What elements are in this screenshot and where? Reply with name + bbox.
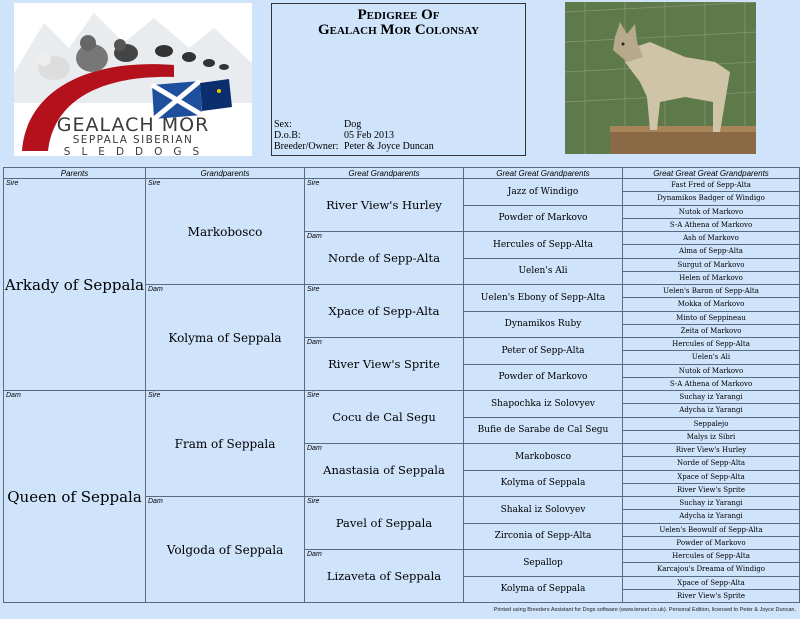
- gg-grandparent-name: Sepallop: [523, 557, 563, 568]
- ggg-grandparent-name: Hercules of Sepp-Alta: [672, 552, 750, 561]
- ggg-grandparent-cell: [623, 430, 800, 443]
- ggg-grandparent-cell: [623, 510, 800, 523]
- great-grandparent-cell: [305, 391, 464, 444]
- gg-grandparent-name: Uelen's Ali: [518, 266, 568, 277]
- gg-grandparent-name: Dynamikos Ruby: [504, 319, 582, 330]
- ggg-grandparent-name: Surgut of Markovo: [677, 260, 745, 269]
- sex-label: Sex:: [274, 119, 292, 130]
- ggg-grandparent-name: Malys iz Sibri: [686, 432, 736, 441]
- grandparent-cell: [146, 179, 305, 285]
- ggg-grandparent-name: River View's Sprite: [676, 485, 746, 494]
- ggg-grandparent-cell: [623, 179, 800, 192]
- ggg-grandparent-name: Uelen's Baron of Sepp-Alta: [663, 287, 759, 296]
- dam-tag: Dam: [6, 392, 21, 399]
- ggg-grandparent-cell: [623, 391, 800, 404]
- ggg-grandparent-cell: [623, 351, 800, 364]
- great-grandparent-cell: [305, 338, 464, 391]
- grandparent-cell: [146, 497, 305, 603]
- sire-tag: Sire: [307, 498, 320, 505]
- ggg-grandparent-cell: [623, 232, 800, 245]
- gg-grandparent-name: Jazz of Windigo: [507, 186, 579, 197]
- sire-tag: Sire: [307, 286, 320, 293]
- ggg-grandparent-cell: [623, 324, 800, 337]
- sire-tag: Sire: [6, 180, 19, 187]
- sire-tag: Sire: [307, 392, 320, 399]
- grandparent-cell: [146, 391, 305, 497]
- gg-grandparent-name: Hercules of Sepp-Alta: [492, 239, 594, 250]
- sex-row: [274, 119, 361, 130]
- grandparent-name: Kolyma of Seppala: [168, 330, 282, 345]
- great-grandparent-name: Pavel of Seppala: [335, 516, 433, 530]
- gg-grandparent-cell: [464, 364, 623, 391]
- parent-cell: [4, 179, 146, 391]
- gg-grandparent-cell: [464, 497, 623, 524]
- column-header: Parents: [4, 168, 146, 179]
- breeder-value: Peter & Joyce Duncan: [344, 141, 434, 152]
- ggg-grandparent-cell: [623, 192, 800, 205]
- ggg-grandparent-name: Ash of Markovo: [683, 234, 739, 243]
- ggg-grandparent-name: Suchay iz Yarangi: [679, 499, 743, 508]
- gg-grandparent-cell: [464, 523, 623, 550]
- gg-grandparent-cell: [464, 232, 623, 259]
- page-title-line-2: Gealach Mor Colonsay: [317, 22, 480, 38]
- ggg-grandparent-cell: [623, 576, 800, 589]
- kennel-logo: [14, 3, 252, 156]
- ggg-grandparent-name: S-A Athena of Markovo: [669, 379, 753, 388]
- sire-tag: Sire: [307, 180, 320, 187]
- ggg-grandparent-cell: [623, 245, 800, 258]
- great-grandparent-cell: [305, 179, 464, 232]
- ggg-grandparent-name: River View's Hurley: [675, 446, 747, 455]
- pedigree-row: [4, 179, 800, 192]
- ggg-grandparent-name: Alma of Sepp-Alta: [679, 247, 743, 256]
- ggg-grandparent-name: Adycha iz Yarangi: [679, 512, 743, 521]
- ggg-grandparent-cell: [623, 483, 800, 496]
- dam-tag: Dam: [307, 339, 322, 346]
- ggg-grandparent-cell: [623, 550, 800, 563]
- ggg-grandparent-name: Minto of Seppineau: [676, 313, 746, 322]
- column-header: Grandparents: [146, 168, 305, 179]
- gg-grandparent-name: Uelen's Ebony of Sepp-Alta: [480, 292, 606, 303]
- ggg-grandparent-cell: [623, 285, 800, 298]
- gg-grandparent-cell: [464, 417, 623, 444]
- dam-tag: Dam: [148, 498, 163, 505]
- gg-grandparent-name: Peter of Sepp-Alta: [501, 345, 585, 356]
- ggg-grandparent-cell: [623, 589, 800, 602]
- pedigree-row: [4, 391, 800, 404]
- great-grandparent-name: Lizaveta of Seppala: [326, 569, 442, 583]
- ggg-grandparent-name: Uelen's Ali: [691, 353, 731, 362]
- ggg-grandparent-name: Hercules of Sepp-Alta: [672, 340, 750, 349]
- great-grandparent-cell: [305, 232, 464, 285]
- gg-grandparent-name: Shapochka iz Solovyev: [491, 398, 595, 409]
- gg-grandparent-cell: [464, 576, 623, 603]
- parent-name: Queen of Seppala: [7, 487, 142, 506]
- ggg-grandparent-cell: [623, 205, 800, 218]
- logo-line-kennel: GEALACH MOR: [56, 114, 210, 136]
- gg-grandparent-cell: [464, 391, 623, 418]
- gg-grandparent-cell: [464, 179, 623, 206]
- gg-grandparent-cell: [464, 444, 623, 471]
- gg-grandparent-cell: [464, 285, 623, 312]
- ggg-grandparent-name: Adycha iz Yarangi: [679, 406, 743, 415]
- great-grandparent-name: Anastasia of Seppala: [323, 463, 445, 477]
- parent-cell: [4, 391, 146, 603]
- dob-label: D.o.B:: [274, 130, 301, 141]
- grandparent-name: Markobosco: [187, 224, 263, 239]
- ggg-grandparent-cell: [623, 417, 800, 430]
- gg-grandparent-cell: [464, 258, 623, 285]
- ggg-grandparent-name: Xpace of Sepp-Alta: [677, 578, 745, 587]
- ggg-grandparent-name: S-A Athena of Markovo: [669, 220, 753, 229]
- ggg-grandparent-cell: [623, 298, 800, 311]
- great-grandparent-cell: [305, 497, 464, 550]
- ggg-grandparent-name: Uelen's Beowulf of Sepp-Alta: [659, 525, 763, 534]
- ggg-grandparent-name: Seppalejo: [693, 419, 729, 428]
- ggg-grandparent-name: Mokka of Markovo: [677, 300, 745, 309]
- ggg-grandparent-cell: [623, 470, 800, 483]
- breeder-row: [274, 141, 434, 152]
- gg-grandparent-name: Powder of Markovo: [498, 213, 588, 224]
- ggg-grandparent-cell: [623, 563, 800, 576]
- gg-grandparent-name: Kolyma of Seppala: [500, 478, 586, 489]
- gg-grandparent-name: Bufie de Sarabe de Cal Segu: [477, 425, 609, 436]
- sire-tag: Sire: [148, 180, 161, 187]
- dog-photo: [565, 2, 756, 154]
- logo-line-sleddogs: SLEDDOGS: [63, 146, 211, 158]
- page-title-line-1: Pedigree Of: [357, 7, 440, 23]
- sire-tag: Sire: [148, 392, 161, 399]
- gg-grandparent-cell: [464, 550, 623, 577]
- ggg-grandparent-cell: [623, 497, 800, 510]
- ggg-grandparent-name: Fast Fred of Sepp-Alta: [671, 181, 751, 190]
- pedigree-info-box: [271, 3, 526, 156]
- ggg-grandparent-name: Norde of Sepp-Alta: [676, 459, 746, 468]
- dam-tag: Dam: [307, 551, 322, 558]
- ggg-grandparent-name: Helen of Markovo: [679, 273, 743, 282]
- column-header-row: [4, 168, 800, 179]
- ggg-grandparent-cell: [623, 457, 800, 470]
- gg-grandparent-cell: [464, 311, 623, 338]
- ggg-grandparent-name: Nutok of Markovo: [678, 366, 744, 375]
- ggg-grandparent-cell: [623, 377, 800, 390]
- dob-row: [274, 130, 394, 141]
- ggg-grandparent-name: River View's Sprite: [676, 591, 746, 600]
- grandparent-name: Volgoda of Seppala: [166, 542, 284, 557]
- breeder-label: Breeder/Owner:: [274, 141, 339, 152]
- grandparent-name: Fram of Seppala: [174, 436, 276, 451]
- gg-grandparent-name: Markobosco: [514, 451, 571, 462]
- ggg-grandparent-name: Suchay iz Yarangi: [679, 393, 743, 402]
- great-grandparent-cell: [305, 444, 464, 497]
- ggg-grandparent-name: Dynamikos Badger of Windigo: [657, 194, 765, 203]
- gg-grandparent-name: Powder of Markovo: [498, 372, 588, 383]
- great-grandparent-name: Norde of Sepp-Alta: [328, 251, 440, 265]
- ggg-grandparent-name: Zeita of Markovo: [680, 326, 742, 335]
- ggg-grandparent-cell: [623, 338, 800, 351]
- dam-tag: Dam: [148, 286, 163, 293]
- ggg-grandparent-name: Powder of Markovo: [676, 538, 746, 547]
- ggg-grandparent-cell: [623, 404, 800, 417]
- dob-value: 05 Feb 2013: [344, 130, 394, 141]
- ggg-grandparent-cell: [623, 444, 800, 457]
- grandparent-cell: [146, 285, 305, 391]
- great-grandparent-cell: [305, 550, 464, 603]
- great-grandparent-name: River View's Sprite: [328, 357, 440, 371]
- great-grandparent-name: Cocu de Cal Segu: [332, 410, 436, 424]
- great-grandparent-name: Xpace of Sepp-Alta: [328, 304, 440, 318]
- ggg-grandparent-name: Nutok of Markovo: [678, 207, 744, 216]
- ggg-grandparent-cell: [623, 364, 800, 377]
- ggg-grandparent-cell: [623, 271, 800, 284]
- gg-grandparent-name: Kolyma of Seppala: [500, 584, 586, 595]
- great-grandparent-name: River View's Hurley: [326, 198, 442, 212]
- gg-grandparent-cell: [464, 205, 623, 232]
- column-header: Great Grandparents: [305, 168, 464, 179]
- footer-note: Printed using Breeders Assistant for Dogs software (www.tenset.co.uk). Personal Edition, licensed to Peter & Joyce Duncan.: [493, 607, 796, 613]
- gg-grandparent-cell: [464, 338, 623, 365]
- ggg-grandparent-name: Xpace of Sepp-Alta: [677, 472, 745, 481]
- pedigree-table: [3, 167, 800, 603]
- ggg-grandparent-name: Karcajou's Dreama of Windigo: [656, 565, 766, 574]
- dam-tag: Dam: [307, 233, 322, 240]
- ggg-grandparent-cell: [623, 258, 800, 271]
- dog-on-kennel-illustration: [565, 2, 756, 154]
- column-header: Great Great Great Grandparents: [623, 168, 800, 179]
- ggg-grandparent-cell: [623, 523, 800, 536]
- logo-line-breed: SEPPALA SIBERIAN: [72, 134, 194, 146]
- ggg-grandparent-cell: [623, 218, 800, 231]
- gg-grandparent-name: Shakal iz Solovyev: [500, 504, 586, 515]
- great-grandparent-cell: [305, 285, 464, 338]
- column-header: Great Great Grandparents: [464, 168, 623, 179]
- sex-value: Dog: [344, 119, 362, 130]
- ggg-grandparent-cell: [623, 311, 800, 324]
- gg-grandparent-cell: [464, 470, 623, 497]
- ggg-grandparent-cell: [623, 536, 800, 549]
- parent-name: Arkady of Seppala: [4, 275, 145, 294]
- gg-grandparent-name: Zirconia of Sepp-Alta: [494, 531, 592, 542]
- dam-tag: Dam: [307, 445, 322, 452]
